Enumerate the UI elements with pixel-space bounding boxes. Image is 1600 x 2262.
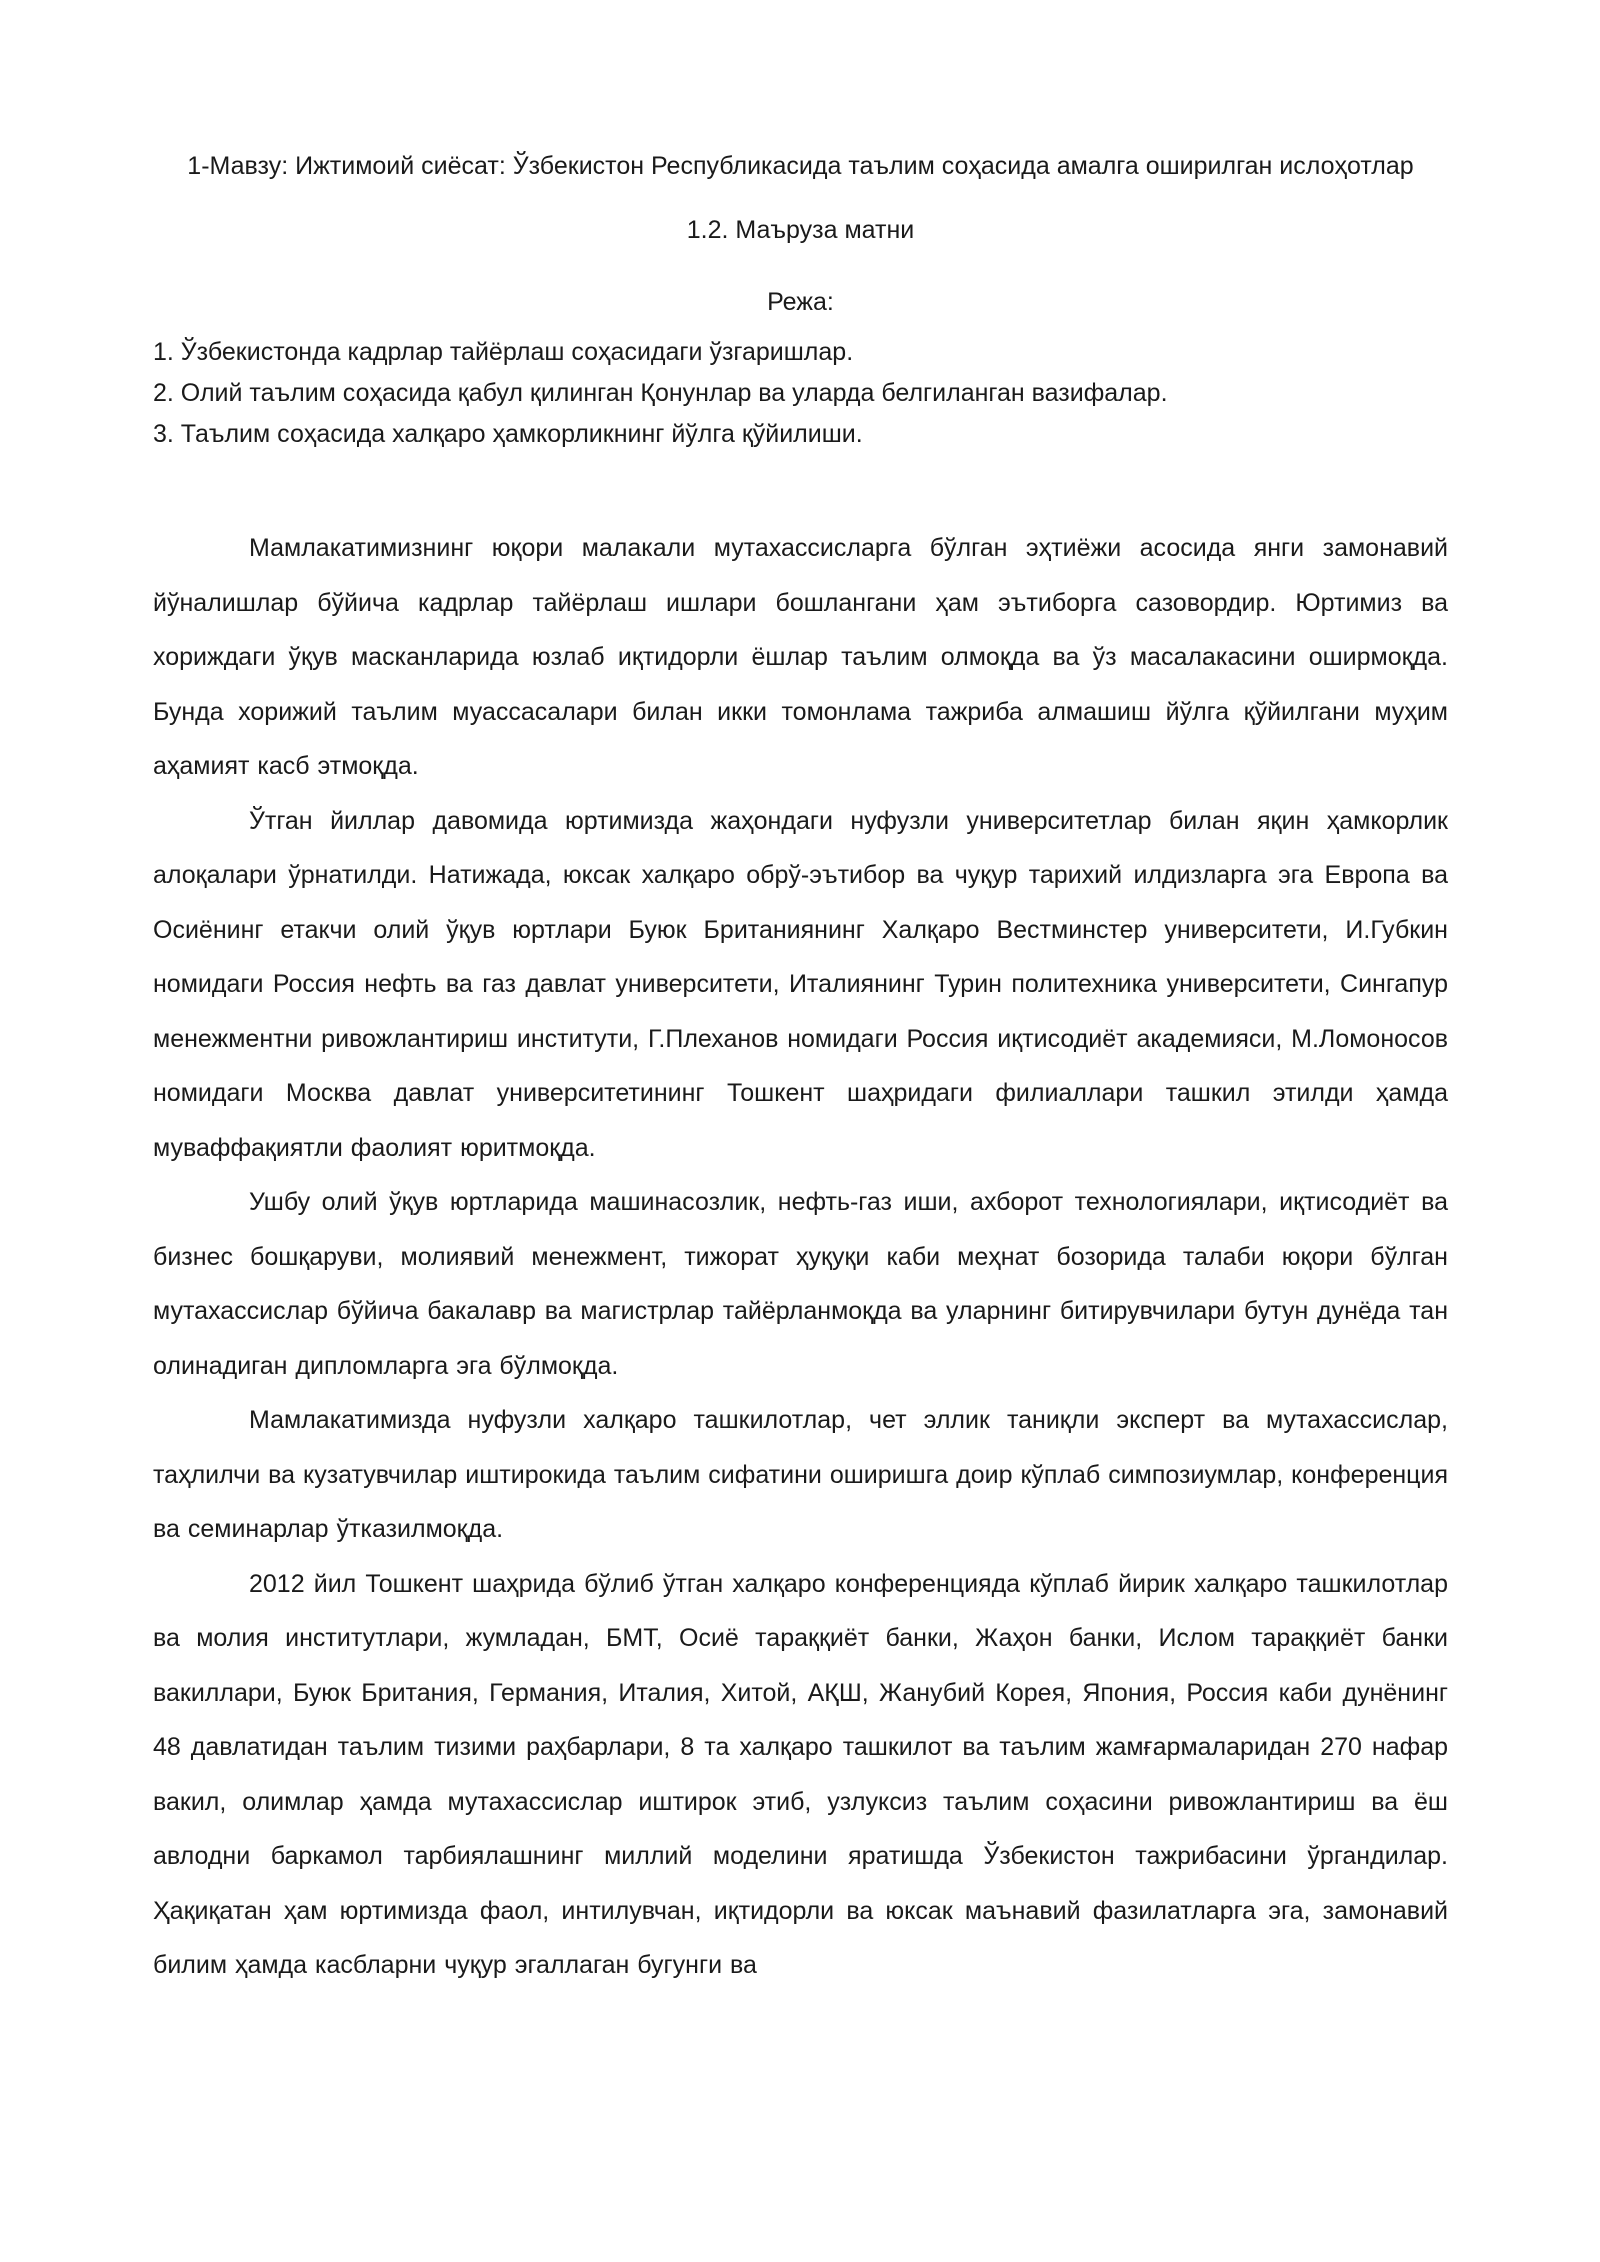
body-paragraph: Ўтган йиллар давомида юртимизда жаҳондаги нуфузли университетлар билан яқин ҳамкорлик алоқалари ўрнатилди. Натижада, юксак халқаро обрў-эътибор ва чуқур тарихий илдизларга эга Европа ва Осиёнинг етакчи олий ўқув юртлари Буюк Британиянинг Халқаро Вестминстер университети, И.Губкин номидаги Россия нефть ва газ давлат университети, Италиянинг Турин политехника университети, Сингапур менежментни ривожлантириш институти, Г.Плеханов номидаги Россия иқтисодиёт академияси, М.Ломоносов номидаги Москва давлат университетининг Тошкент шаҳридаги филиаллари ташкил этилди ҳамда муваффақиятли фаолият юритмоқда. bbox=[153, 806, 1448, 1162]
body-paragraph: Мамлакатимизнинг юқори малакали мутахассисларга бўлган эҳтиёжи асосида янги замонавий йўналишлар бўйича кадрлар тайёрлаш ишлари бошлангани ҳам эътиборга сазовордир. Юртимиз ва хориждаги ўқув масканларида юзлаб иқтидорли ёшлар таълим олмоқда ва ўз масалакасини оширмоқда. Бунда хорижий таълим муассасалари билан икки томонлама тажриба алмашиш йўлга қўйилгани муҳим аҳамият касб этмоқда. bbox=[153, 534, 1448, 780]
plan-item: 3. Таълим соҳасида халқаро ҳамкорликнинг йўлга қўйилиши. bbox=[153, 420, 863, 448]
plan-item: 1. Ўзбекистонда кадрлар тайёрлаш соҳасидаги ўзгаришлар. bbox=[153, 338, 854, 366]
plan-heading: Режа: bbox=[767, 288, 834, 316]
body-text bbox=[153, 521, 1448, 1993]
lecture-subtitle: 1.2. Маъруза матни bbox=[686, 216, 915, 244]
document-content bbox=[153, 146, 1448, 1993]
plan-list bbox=[153, 332, 1448, 455]
document-title: 1-Мавзу: Ижтимоий сиёсат: Ўзбекистон Республикасида таълим соҳасида амалга оширилган ислоҳотлар bbox=[187, 152, 1414, 180]
body-paragraph: 2012 йил Тошкент шаҳрида бўлиб ўтган халқаро конференцияда кўплаб йирик халқаро ташкилотлар ва молия институтлари, жумладан, БМТ, Осиё тараққиёт банки, Жаҳон банки, Ислом тараққиёт банки вакиллари, Буюк Британия, Германия, Италия, Хитой, АҚШ, Жанубий Корея, Япония, Россия каби дунёнинг 48 давлатидан таълим тизими раҳбарлари, 8 та халқаро ташкилот ва таълим жамғармаларидан 270 нафар вакил, олимлар ҳамда мутахассислар иштирок этиб, узлуксиз таълим соҳасини ривожлантириш ва ёш авлодни баркамол тарбиялашнинг миллий моделини яратишда Ўзбекистон тажрибасини ўргандилар. Ҳақиқатан ҳам юртимизда фаол, интилувчан, иқтидорли ва юксак маънавий фазилатларга эга, замонавий билим ҳамда касбларни чуқур эгаллаган бугунги ва bbox=[153, 1569, 1448, 1979]
body-paragraph: Мамлакатимизда нуфузли халқаро ташкилотлар, чет эллик таниқли эксперт ва мутахассислар, таҳлилчи ва кузатувчилар иштирокида таълим сифатини оширишга доир кўплаб симпозиумлар, конференция ва семинарлар ўтказилмоқда. bbox=[153, 1406, 1448, 1543]
plan-item: 2. Олий таълим соҳасида қабул қилинган Қонунлар ва уларда белгиланган вазифалар. bbox=[153, 379, 1168, 407]
body-paragraph: Ушбу олий ўқув юртларида машинасозлик, нефть-газ иши, ахборот технологиялари, иқтисодиёт ва бизнес бошқаруви, молиявий менежмент, тижорат ҳуқуқи каби меҳнат бозорида талаби юқори бўлган мутахассислар бўйича бакалавр ва магистрлар тайёрланмоқда ва уларнинг битирувчилари бутун дунёда тан олинадиган дипломларга эга бўлмоқда. bbox=[153, 1188, 1448, 1380]
